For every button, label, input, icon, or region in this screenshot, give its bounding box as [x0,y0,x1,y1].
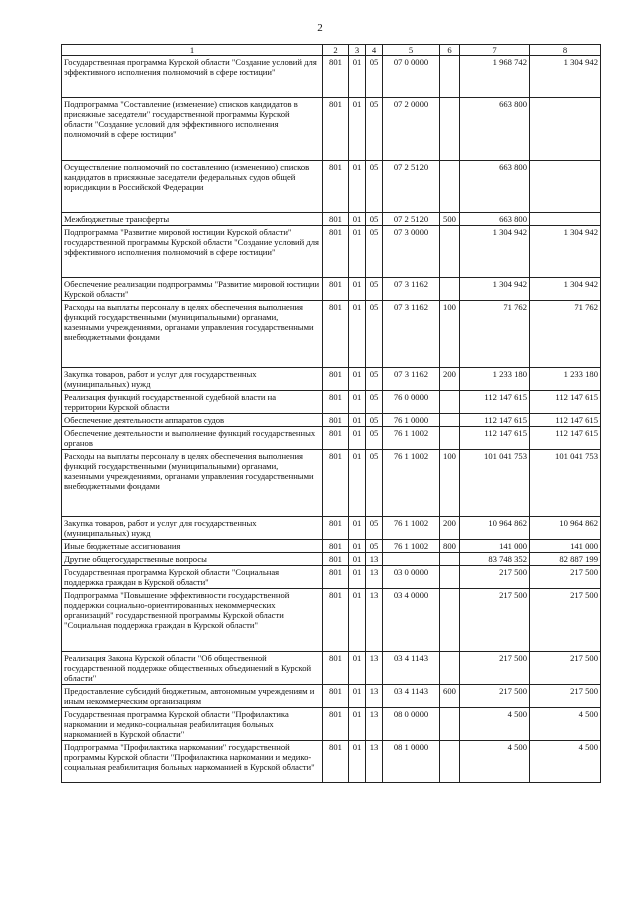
cell-target-article: 76 1 1002 [383,450,440,517]
cell-ministry-code: 801 [323,391,349,414]
cell-expense-type: 100 [440,301,460,368]
cell-name: Закупка товаров, работ и услуг для государственных (муниципальных) нужд [62,517,323,540]
cell-target-article: 07 2 5120 [383,213,440,226]
cell-expense-type: 800 [440,540,460,553]
table-row [62,56,601,98]
cell-expense-type [440,566,460,589]
cell-ministry-code: 801 [323,450,349,517]
cell-amount-year-1: 663 800 [460,161,530,213]
cell-target-article: 03 4 1143 [383,652,440,685]
cell-amount-year-1: 83 748 352 [460,553,530,566]
cell-subsection-code: 05 [366,391,383,414]
cell-target-article: 07 3 0000 [383,226,440,278]
cell-expense-type [440,391,460,414]
cell-name: Подпрограмма "Профилактика наркомании" государственной программы Курской области "Профилактика наркомании и медико-социальная реабилитация больных наркоманией в Курской области" [62,741,323,783]
cell-name: Подпрограмма "Развитие мировой юстиции Курской области" государственной программы Курской области "Создание условий для эффективного исполнения полномочий в сфере юстиции" [62,226,323,278]
cell-amount-year-1: 4 500 [460,741,530,783]
table-row [62,226,601,278]
cell-expense-type: 200 [440,368,460,391]
cell-section-code: 01 [349,414,366,427]
cell-target-article: 03 0 0000 [383,566,440,589]
cell-section-code: 01 [349,161,366,213]
cell-name: Реализация функций государственной судебной власти на территории Курской области [62,391,323,414]
cell-name: Государственная программа Курской области "Создание условий для эффективного исполнения полномочий в сфере юстиции" [62,56,323,98]
cell-ministry-code: 801 [323,368,349,391]
header-cell: 2 [323,45,349,56]
header-row [62,45,601,56]
cell-ministry-code: 801 [323,226,349,278]
cell-subsection-code: 13 [366,589,383,652]
header-cell: 7 [460,45,530,56]
cell-name: Предоставление субсидий бюджетным, автономным учреждениям и иным некоммерческим организациям [62,685,323,708]
cell-name: Расходы на выплаты персоналу в целях обеспечения выполнения функций государственными (муниципальными) органами, казенными учреждениями, органами управления государственными внебюджетными фондами [62,450,323,517]
cell-amount-year-1: 141 000 [460,540,530,553]
cell-section-code: 01 [349,56,366,98]
cell-target-article: 08 0 0000 [383,708,440,741]
cell-ministry-code: 801 [323,278,349,301]
cell-amount-year-1: 217 500 [460,652,530,685]
header-cell: 5 [383,45,440,56]
cell-expense-type [440,278,460,301]
cell-amount-year-1: 1 968 742 [460,56,530,98]
cell-expense-type [440,589,460,652]
cell-target-article: 76 1 0000 [383,414,440,427]
cell-amount-year-1: 101 041 753 [460,450,530,517]
cell-target-article: 03 4 1143 [383,685,440,708]
cell-section-code: 01 [349,391,366,414]
cell-name: Государственная программа Курской области "Профилактика наркомании и медико-социальная реабилитация больных наркоманией в Курской области" [62,708,323,741]
cell-amount-year-2: 112 147 615 [530,391,601,414]
cell-section-code: 01 [349,98,366,161]
cell-subsection-code: 13 [366,553,383,566]
cell-amount-year-1: 217 500 [460,685,530,708]
cell-amount-year-1: 663 800 [460,98,530,161]
table-row [62,301,601,368]
cell-ministry-code: 801 [323,540,349,553]
cell-section-code: 01 [349,652,366,685]
cell-name: Другие общегосударственные вопросы [62,553,323,566]
cell-name: Реализация Закона Курской области "Об общественной государственной поддержке общественных объединений в Курской области" [62,652,323,685]
cell-section-code: 01 [349,553,366,566]
cell-name: Обеспечение реализации подпрограммы "Развитие мировой юстиции Курской области" [62,278,323,301]
cell-target-article: 07 0 0000 [383,56,440,98]
header-cell: 8 [530,45,601,56]
cell-section-code: 01 [349,427,366,450]
cell-target-article: 07 2 5120 [383,161,440,213]
cell-ministry-code: 801 [323,161,349,213]
cell-section-code: 01 [349,540,366,553]
cell-ministry-code: 801 [323,414,349,427]
cell-ministry-code: 801 [323,427,349,450]
cell-name: Межбюджетные трансферты [62,213,323,226]
cell-expense-type: 500 [440,213,460,226]
cell-expense-type: 100 [440,450,460,517]
cell-amount-year-1: 1 304 942 [460,226,530,278]
header-cell: 6 [440,45,460,56]
cell-ministry-code: 801 [323,685,349,708]
cell-ministry-code: 801 [323,517,349,540]
cell-subsection-code: 05 [366,161,383,213]
cell-amount-year-1: 112 147 615 [460,391,530,414]
cell-target-article: 76 1 1002 [383,540,440,553]
cell-amount-year-1: 10 964 862 [460,517,530,540]
cell-ministry-code: 801 [323,589,349,652]
table-body [62,45,601,783]
cell-ministry-code: 801 [323,553,349,566]
table-row [62,450,601,517]
cell-ministry-code: 801 [323,98,349,161]
cell-expense-type [440,226,460,278]
cell-amount-year-2 [530,161,601,213]
cell-subsection-code: 13 [366,741,383,783]
cell-section-code: 01 [349,450,366,517]
cell-amount-year-1: 1 233 180 [460,368,530,391]
cell-amount-year-2 [530,213,601,226]
table-row [62,213,601,226]
table-row [62,652,601,685]
header-cell: 3 [349,45,366,56]
table-row [62,98,601,161]
table-row [62,391,601,414]
cell-name: Осуществление полномочий по составлению (изменению) списков кандидатов в присяжные заседатели федеральных судов общей юрисдикции в Российской Федерации [62,161,323,213]
cell-ministry-code: 801 [323,566,349,589]
cell-subsection-code: 05 [366,98,383,161]
cell-subsection-code: 05 [366,517,383,540]
table-row [62,278,601,301]
cell-subsection-code: 05 [366,450,383,517]
cell-section-code: 01 [349,566,366,589]
cell-section-code: 01 [349,301,366,368]
cell-expense-type [440,553,460,566]
header-cell: 4 [366,45,383,56]
cell-target-article: 07 3 1162 [383,301,440,368]
cell-expense-type [440,98,460,161]
table-row [62,553,601,566]
table-row [62,414,601,427]
cell-section-code: 01 [349,226,366,278]
cell-amount-year-1: 71 762 [460,301,530,368]
cell-target-article: 76 0 0000 [383,391,440,414]
cell-amount-year-2: 217 500 [530,566,601,589]
cell-amount-year-2: 112 147 615 [530,414,601,427]
cell-target-article: 03 4 0000 [383,589,440,652]
cell-ministry-code: 801 [323,652,349,685]
cell-name: Государственная программа Курской области "Социальная поддержка граждан в Курской области" [62,566,323,589]
cell-target-article: 76 1 1002 [383,517,440,540]
cell-ministry-code: 801 [323,301,349,368]
table-row [62,741,601,783]
cell-subsection-code: 05 [366,540,383,553]
cell-section-code: 01 [349,589,366,652]
cell-amount-year-2 [530,98,601,161]
cell-subsection-code: 05 [366,414,383,427]
cell-subsection-code: 05 [366,368,383,391]
cell-name: Расходы на выплаты персоналу в целях обеспечения выполнения функций государственными (муниципальными) органами, казенными учреждениями, органами управления государственными внебюджетными фондами [62,301,323,368]
budget-table [61,44,601,783]
cell-amount-year-1: 4 500 [460,708,530,741]
cell-ministry-code: 801 [323,56,349,98]
cell-expense-type [440,161,460,213]
table-row [62,517,601,540]
cell-expense-type [440,427,460,450]
cell-target-article [383,553,440,566]
cell-amount-year-2: 82 887 199 [530,553,601,566]
cell-amount-year-1: 1 304 942 [460,278,530,301]
cell-amount-year-2: 1 304 942 [530,56,601,98]
cell-amount-year-2: 1 304 942 [530,278,601,301]
page-number: 2 [317,22,323,34]
cell-amount-year-2: 217 500 [530,685,601,708]
cell-target-article: 07 3 1162 [383,368,440,391]
cell-amount-year-1: 217 500 [460,566,530,589]
table-row [62,566,601,589]
cell-amount-year-1: 663 800 [460,213,530,226]
cell-ministry-code: 801 [323,213,349,226]
table-row [62,161,601,213]
cell-section-code: 01 [349,517,366,540]
cell-amount-year-2: 4 500 [530,708,601,741]
cell-subsection-code: 05 [366,226,383,278]
cell-amount-year-2: 112 147 615 [530,427,601,450]
cell-section-code: 01 [349,368,366,391]
cell-section-code: 01 [349,708,366,741]
cell-name: Обеспечение деятельности аппаратов судов [62,414,323,427]
cell-expense-type [440,414,460,427]
cell-section-code: 01 [349,278,366,301]
cell-amount-year-2: 10 964 862 [530,517,601,540]
cell-expense-type [440,652,460,685]
table-row [62,427,601,450]
cell-amount-year-2: 1 233 180 [530,368,601,391]
cell-subsection-code: 13 [366,566,383,589]
cell-expense-type: 600 [440,685,460,708]
cell-section-code: 01 [349,741,366,783]
cell-name: Иные бюджетные ассигнования [62,540,323,553]
cell-amount-year-1: 112 147 615 [460,427,530,450]
cell-name: Закупка товаров, работ и услуг для государственных (муниципальных) нужд [62,368,323,391]
cell-ministry-code: 801 [323,708,349,741]
cell-target-article: 08 1 0000 [383,741,440,783]
cell-name: Обеспечение деятельности и выполнение функций государственных органов [62,427,323,450]
table-row [62,368,601,391]
cell-section-code: 01 [349,213,366,226]
cell-subsection-code: 13 [366,652,383,685]
table-row [62,708,601,741]
cell-target-article: 76 1 1002 [383,427,440,450]
cell-ministry-code: 801 [323,741,349,783]
cell-amount-year-1: 217 500 [460,589,530,652]
cell-amount-year-2: 217 500 [530,652,601,685]
cell-amount-year-2: 4 500 [530,741,601,783]
cell-target-article: 07 3 1162 [383,278,440,301]
cell-subsection-code: 05 [366,427,383,450]
table-row [62,540,601,553]
cell-amount-year-2: 217 500 [530,589,601,652]
cell-section-code: 01 [349,685,366,708]
cell-subsection-code: 13 [366,708,383,741]
cell-amount-year-1: 112 147 615 [460,414,530,427]
cell-amount-year-2: 1 304 942 [530,226,601,278]
cell-name: Подпрограмма "Повышение эффективности государственной поддержки социально-ориентированных некоммерческих организаций" государственной программы Курской области "Социальная поддержка граждан в Курской области" [62,589,323,652]
cell-expense-type [440,741,460,783]
table-row [62,685,601,708]
cell-amount-year-2: 141 000 [530,540,601,553]
cell-target-article: 07 2 0000 [383,98,440,161]
cell-subsection-code: 05 [366,213,383,226]
cell-expense-type [440,708,460,741]
header-cell: 1 [62,45,323,56]
cell-subsection-code: 05 [366,301,383,368]
cell-subsection-code: 05 [366,278,383,301]
cell-expense-type: 200 [440,517,460,540]
table-row [62,589,601,652]
cell-amount-year-2: 101 041 753 [530,450,601,517]
cell-expense-type [440,56,460,98]
cell-subsection-code: 05 [366,56,383,98]
cell-name: Подпрограмма "Составление (изменение) списков кандидатов в присяжные заседатели" государственной программы Курской области "Создание условий для эффективного исполнения полномочий в сфере юстиции" [62,98,323,161]
cell-amount-year-2: 71 762 [530,301,601,368]
cell-subsection-code: 13 [366,685,383,708]
